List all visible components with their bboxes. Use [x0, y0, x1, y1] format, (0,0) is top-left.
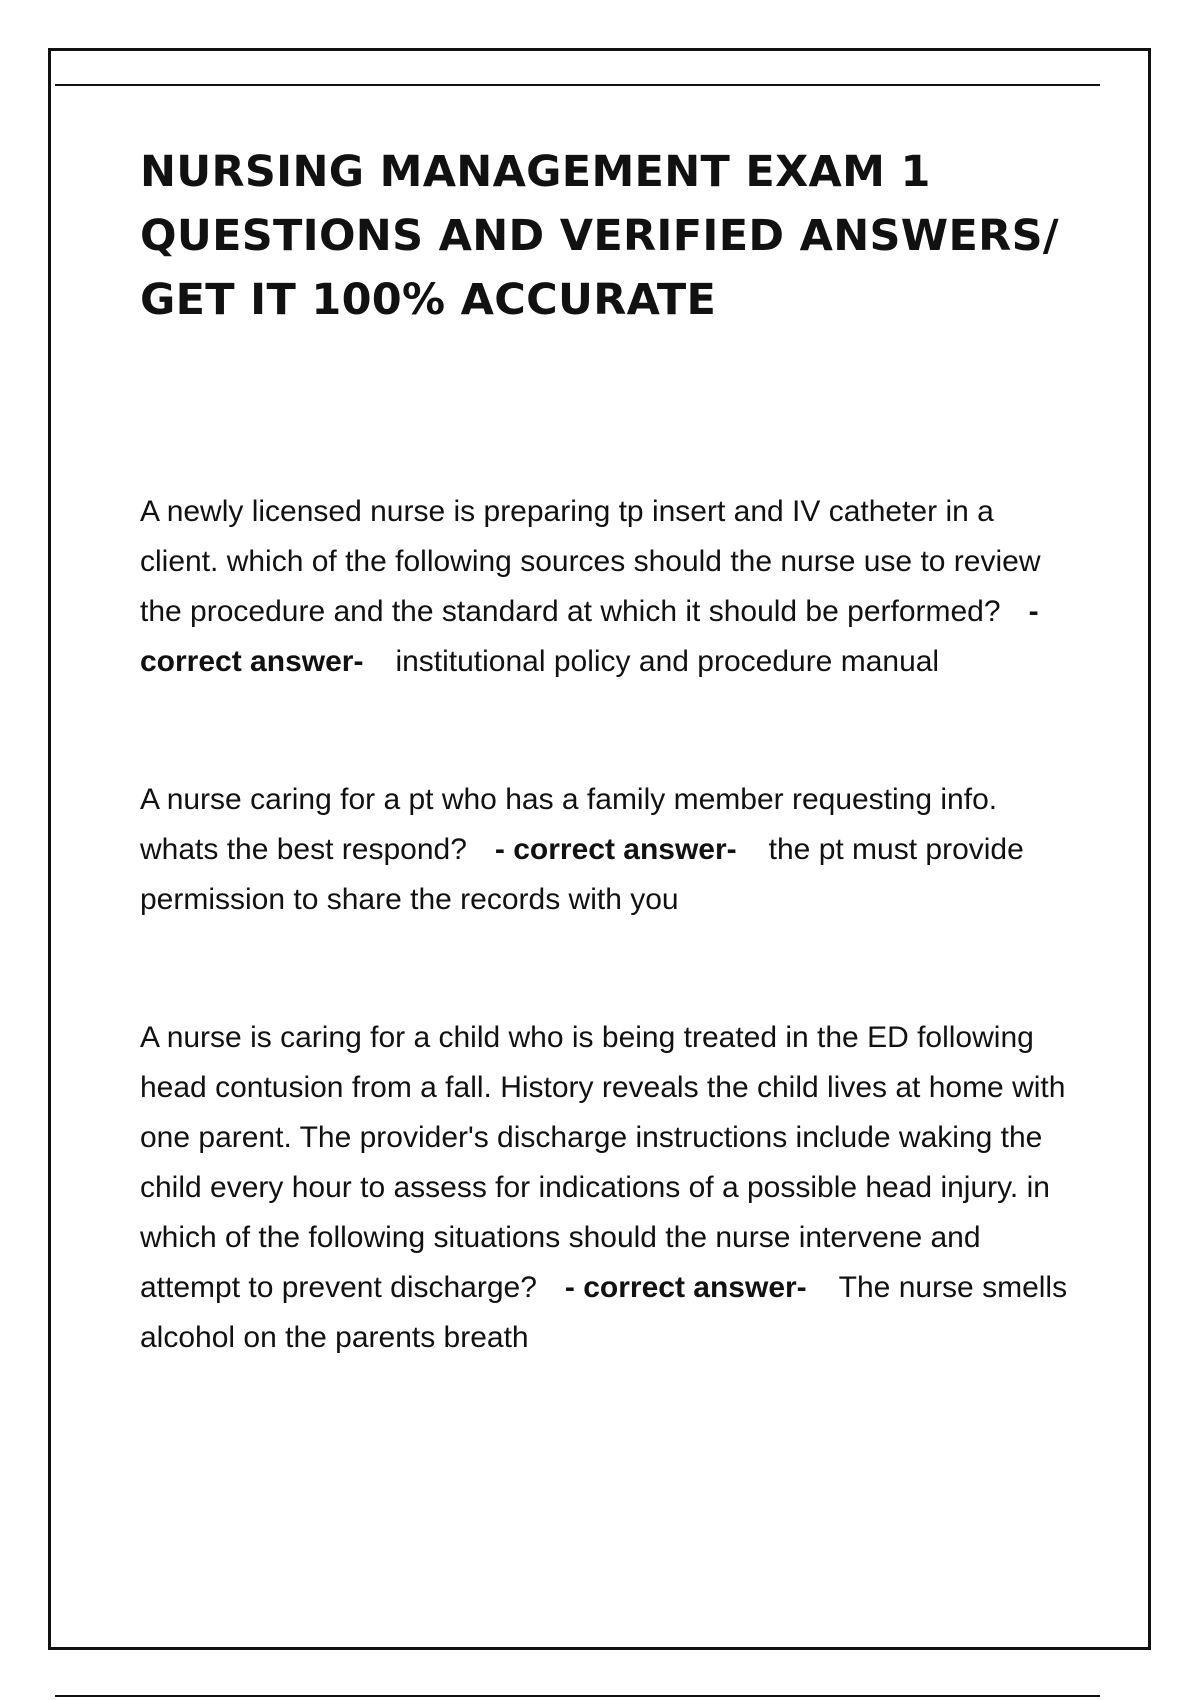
question-text: A newly licensed nurse is preparing tp insert and IV catheter in a client. which of the following sources should the nurse use to review the procedure and the standard at which it should be performed?	[140, 495, 1041, 628]
answer-label: - correct answer-	[140, 595, 1039, 678]
bottom-divider	[55, 1695, 1100, 1697]
answer-label: - correct answer-	[564, 1271, 807, 1304]
document-title: NURSING MANAGEMENT EXAM 1 QUESTIONS AND VERIFIED ANSWERS/ GET IT 100% ACCURATE	[140, 147, 1059, 325]
qa-item	[140, 775, 1080, 925]
answer-text: institutional policy and procedure manual	[395, 645, 940, 678]
top-divider	[55, 84, 1100, 86]
qa-item	[140, 487, 1080, 687]
answer-text: The nurse smells alcohol on the parents breath	[140, 1271, 1068, 1354]
document-body	[140, 140, 1080, 1363]
question-text: A nurse caring for a pt who has a family member requesting info. whats the best respond?	[140, 783, 998, 866]
question-text: A nurse is caring for a child who is being treated in the ED following head contusion from a fall. History reveals the child lives at home with one parent. The provider's discharge instructions include waking the child every hour to assess for indications of a possible head injury. in which of the following situations should the nurse intervene and attempt to prevent discharge?	[140, 1021, 1066, 1304]
answer-text: the pt must provide permission to share the records with you	[140, 833, 1024, 916]
answer-label: - correct answer-	[494, 833, 737, 866]
qa-item	[140, 1013, 1080, 1363]
